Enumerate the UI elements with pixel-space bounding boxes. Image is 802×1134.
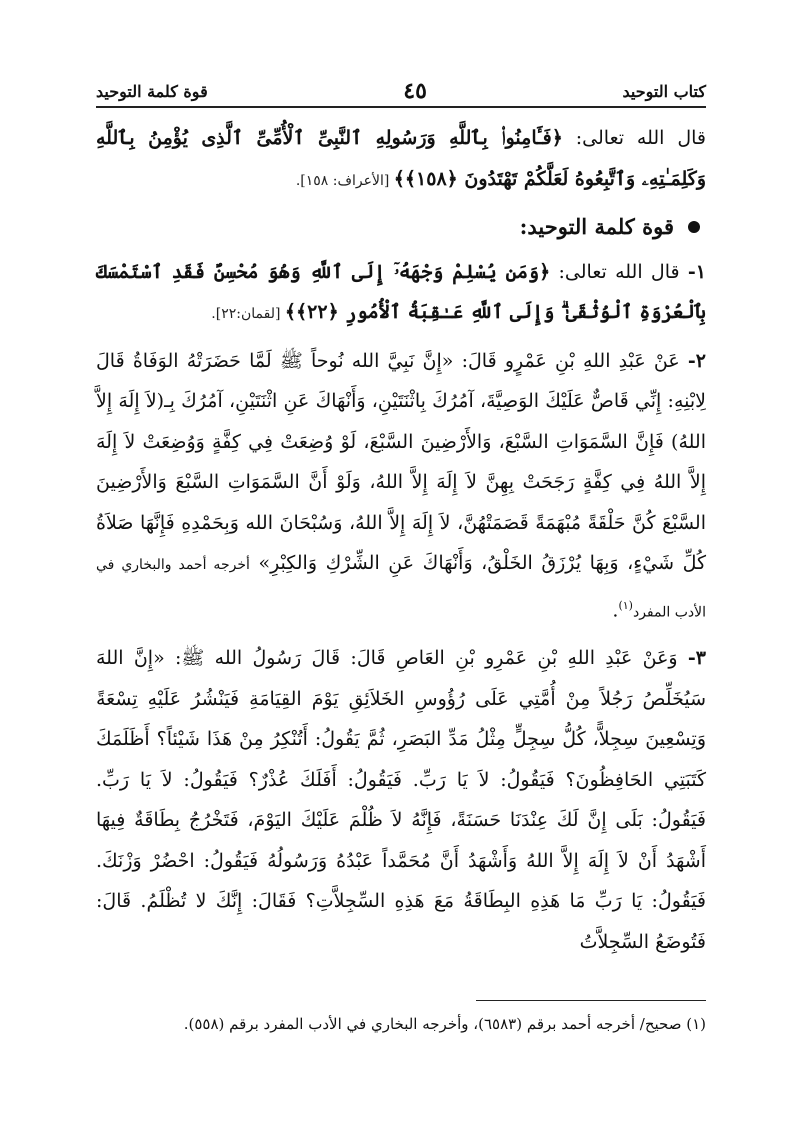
item-number: ٢- xyxy=(687,349,706,372)
intro-reference: [الأعراف: ١٥٨]. xyxy=(295,172,394,189)
footnote-marker: (١) xyxy=(618,598,633,612)
section-heading-text: قوة كلمة التوحيد: xyxy=(519,214,674,239)
list-item xyxy=(96,341,706,633)
header-book-title: كتاب التوحيد xyxy=(622,81,706,101)
intro-lead: قال الله تعالى: xyxy=(562,127,706,149)
list-item xyxy=(96,252,706,335)
item-number: ١- xyxy=(687,260,706,283)
item-lead: قال الله تعالى: xyxy=(550,260,688,283)
item-reference: [لقمان:٢٢]. xyxy=(211,306,285,322)
page-number: ٤٥ xyxy=(403,78,427,104)
footnote-rule xyxy=(476,1000,706,1001)
intro-verse: فَـَٔامِنُوا۟ بِٱللَّهِ وَرَسُولِهِ ٱلنَّبِىِّ ٱلْأُمِّىِّ ٱلَّذِى يُؤْمِنُ بِٱللَّهِ وَكَلِمَـٰتِهِۦ وَٱتَّبِعُوهُ لَعَلَّكُمْ تَهْتَدُونَ ﴿١٥٨﴾ xyxy=(96,127,706,190)
item-verse: ﴿وَمَن يُسْلِمْ وَجْهَهُۥٓ إِلَى ٱللَّهِ وَهُوَ مُحْسِنٌ فَقَدِ ٱسْتَمْسَكَ بِٱلْعُرْوَةِ ٱلْوُثْقَىٰ ۗ وَإِلَى ٱللَّهِ عَـٰقِبَةُ ٱلْأُمُورِ ﴿٢٢﴾﴾ xyxy=(96,260,706,323)
footnote: (١) صحيح/ أخرجه أحمد برقم (٦٥٨٣)، وأخرجه البخاري في الأدب المفرد برقم (٥٥٨). xyxy=(183,1015,706,1033)
hadith-source: أخرجه أحمد والبخاري في الأدب المفرد xyxy=(96,557,706,620)
running-header xyxy=(96,76,706,106)
bullet-icon xyxy=(688,221,700,233)
header-chapter-title: قوة كلمة التوحيد xyxy=(96,81,208,101)
section-heading xyxy=(96,207,700,248)
hadith-text: وَعَنْ عَبْدِ اللهِ بْنِ عَمْرِو بْنِ العَاصِ قَالَ: قَالَ رَسُولُ الله ﷺ: «إِنَّ اللهَ سَيُخَلِّصُ رَجُلاً مِنْ أُمَّتِي عَلَى رُؤُوسِ الخَلاَئِقِ يَوْمَ القِيَامَةِ فَيَنْشُرُ عَلَيْهِ تِسْعَةً وَتِسْعِينَ سِجِلاًّ، كُلُّ سِجِلٍّ مِثْلُ مَدِّ البَصَرِ، ثُمَّ يَقُولُ: أَتُنْكِرُ مِنْ هَذَا شَيْئاً؟ أَظَلَمَكَ كَتَبَتِي الحَافِظُونَ؟ فَيَقُولُ: لاَ يَا رَبِّ. فَيَقُولُ: أَفَلَكَ عُذْرٌ؟ فَيَقُولُ: لاَ يَا رَبِّ. فَيَقُولُ: بَلَى إِنَّ لَكَ عِنْدَنَا حَسَنَةً، فَإِنَّهُ لاَ ظُلْمَ عَلَيْكَ اليَوْمَ، فَتَخْرُجُ بِطَاقَةٌ فِيهَا أَشْهَدُ أَنْ لاَ إِلَهَ إِلاَّ اللهُ وَأَشْهَدُ أَنَّ مُحَمَّداً عَبْدُهُ وَرَسُولُهُ فَيَقُولُ: احْضُرْ وَزْنَكَ. فَيَقُولُ: يَا رَبِّ مَا هَذِهِ البِطَاقَةُ مَعَ هَذِهِ السِّجِلاَّتِ؟ فَقَالَ: إِنَّكَ لا تُظْلَمُ. قَالَ: فَتُوضَعُ السِّجِلاَّتُ xyxy=(96,647,706,953)
intro-paragraph xyxy=(96,118,706,201)
header-rule xyxy=(96,106,706,108)
page-body xyxy=(96,118,706,968)
item-number: ٣- xyxy=(687,647,706,670)
hadith-text: عَنْ عَبْدِ اللهِ بْنِ عَمْرٍو قَالَ: «إِنَّ نَبِيَّ الله نُوحاً ﷺ لَمَّا حَضَرَتْهُ الوَفَاةُ قَالَ لِابْنِهِ: إِنِّي قَاصٌّ عَلَيْكَ الوَصِيَّةَ، آمُرُكَ بِاثْنَتَيْنِ، وَأَنْهَاكَ عَنِ اثْنَتَيْنِ، آمُرُكَ بِـ(لاَ إِلَهَ إِلاَّ اللهُ) فَإِنَّ السَّمَوَاتِ السَّبْعَ، وَالأَرْضِينَ السَّبْعَ، لَوْ وُضِعَتْ فِي كِفَّةٍ وَوُضِعَتْ لاَ إِلَهَ إِلاَّ اللهُ فِي كِفَّةٍ رَجَحَتْ بِهِنَّ لاَ إِلَهَ إِلاَّ اللهُ، وَلَوْ أَنَّ السَّمَوَاتِ السَّبْعَ وَالأَرْضِينَ السَّبْعَ كُنَّ حَلْقَةً مُبْهَمَةً قَصَمَتْهُنَّ، لاَ إِلَهَ إِلاَّ اللهُ، وَسُبْحَانَ الله وَبِحَمْدِهِ فَإِنَّهَا صَلاَةُ كُلِّ شَيْءٍ، وَبِهَا يُرْزَقُ الخَلْقُ، وَأَنْهَاكَ عَنِ الشِّرْكِ وَالكِبْرِ» xyxy=(96,349,706,574)
verse-ornament-close: ﴾ xyxy=(393,167,405,190)
verse-ornament-open: ﴿ xyxy=(551,127,563,149)
hadith-end: . xyxy=(612,598,619,621)
list-item xyxy=(96,638,706,962)
